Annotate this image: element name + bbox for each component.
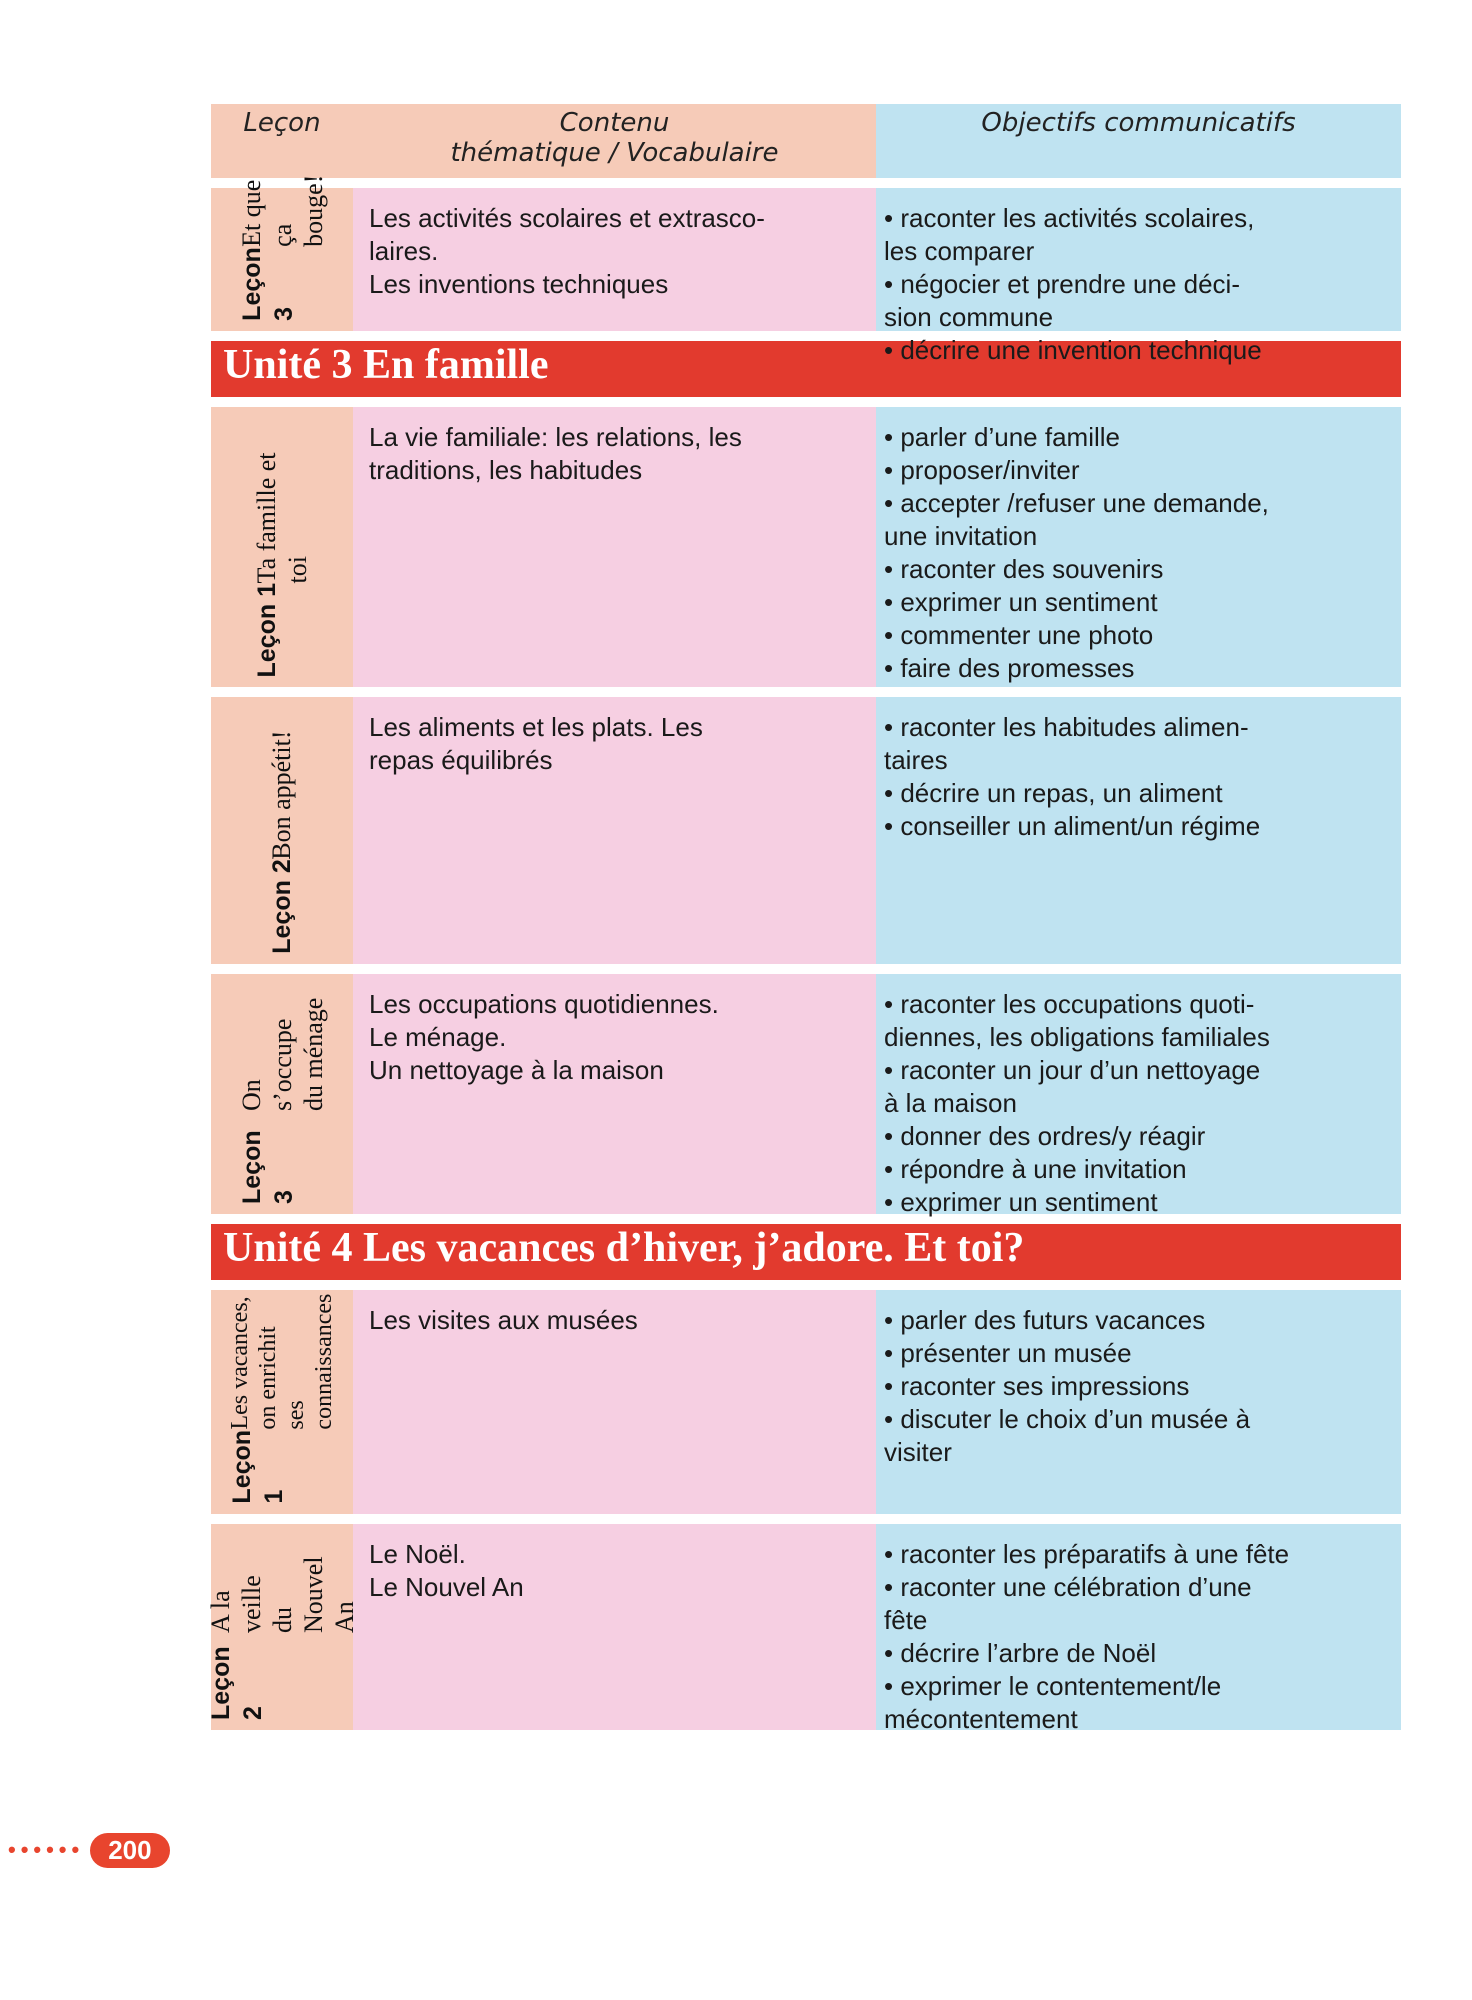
lesson-cell xyxy=(211,697,353,964)
objectives-cell: • raconter les occupations quoti- diennes, les obligations familiales • raconter un jour d’un nettoyage à la maison • donner des ordres/y réagir • répondre à une invitation • exprimer un sentiment xyxy=(876,974,1401,1214)
lesson-row xyxy=(205,1514,1401,1734)
curriculum-table xyxy=(205,104,1401,1734)
header-lesson: Leçon xyxy=(211,104,353,178)
header-content: Contenu thématique / Vocabulaire xyxy=(353,104,876,178)
page-footer xyxy=(8,1830,170,1870)
content-cell: Les activités scolaires et extrasco- laires. Les inventions techniques xyxy=(353,188,876,331)
lesson-row xyxy=(211,964,1401,1217)
lesson-number: Leçon 2 xyxy=(268,859,296,954)
lesson-title: Bon appétit! xyxy=(267,730,296,860)
content-cell: Les occupations quotidiennes. Le ménage. Un nettoyage à la maison xyxy=(353,974,876,1214)
objectives-cell: • raconter les habitudes alimen- taires • décrire un repas, un aliment • conseiller un aliment/un régime xyxy=(876,697,1401,964)
content-cell: Les aliments et les plats. Les repas équilibrés xyxy=(353,697,876,964)
content-cell: Les visites aux musées xyxy=(353,1290,876,1514)
lesson-cell xyxy=(211,1290,353,1514)
page-number: 200 xyxy=(90,1833,169,1868)
lesson-number: Leçon 3 xyxy=(237,247,298,321)
unit-title: Unité 4 Les vacances d’hiver, j’adore. Et toi? xyxy=(211,1214,1401,1280)
objectives-cell: • raconter les préparatifs à une fête • raconter une célébration d’une fête • décrire l’arbre de Noël • exprimer le contentement/le mécontentement xyxy=(876,1524,1401,1730)
lesson-number: Leçon 2 xyxy=(206,1646,267,1720)
lesson-number: Leçon 3 xyxy=(237,1130,298,1204)
decorative-dots: •••••• xyxy=(8,1837,85,1862)
lesson-row xyxy=(211,687,1401,964)
lesson-title: Et que ça bouge! xyxy=(236,175,328,248)
unit-title: Unité 3 En famille xyxy=(211,331,1401,397)
lesson-cell xyxy=(205,1524,359,1730)
objectives-cell: • parler d’une famille • proposer/inviter • accepter /refuser une demande, une invitation • raconter des souvenirs • exprimer un sentiment • commenter une photo • faire des promesses xyxy=(876,407,1401,687)
header-objectives: Objectifs communicatifs xyxy=(876,104,1401,178)
lesson-number: Leçon 1 xyxy=(253,582,281,677)
lesson-cell xyxy=(211,974,353,1214)
objectives-cell: • parler des futurs vacances • présenter un musée • raconter ses impressions • discuter le choix d’un musée à visiter xyxy=(876,1290,1401,1514)
lesson-row xyxy=(211,1280,1401,1514)
lesson-cell xyxy=(211,407,353,687)
lesson-row xyxy=(211,397,1401,687)
lesson-cell xyxy=(211,175,353,331)
lesson-title: On s’occupe du ménage xyxy=(236,997,328,1111)
lesson-title: Les vacances, on enrichit ses connaissances xyxy=(227,1294,337,1431)
lesson-title: Ta famille et toi xyxy=(252,451,312,583)
table-header xyxy=(211,104,1401,178)
lesson-number: Leçon 1 xyxy=(228,1430,288,1504)
lesson-title: A la veille du Nouvel An xyxy=(205,1556,359,1633)
content-cell: La vie familiale: les relations, les traditions, les habitudes xyxy=(353,407,876,687)
content-cell: Le Noël. Le Nouvel An xyxy=(353,1524,876,1730)
objectives-cell: • raconter les activités scolaires, les comparer • négocier et prendre une déci- sion commune • décrire une invention technique xyxy=(876,188,1401,331)
